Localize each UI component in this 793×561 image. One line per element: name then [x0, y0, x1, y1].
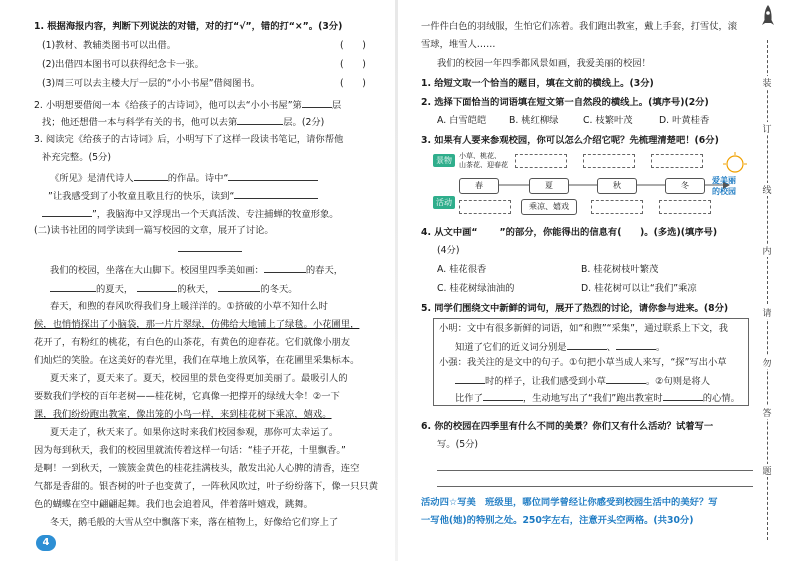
q3-line1: 3. 阅读完《给孩子的古诗词》后，小明写下了这样一段读书笔记，请你帮他: [34, 134, 344, 145]
answer-blank[interactable]: [234, 188, 318, 199]
tag-scenery: 景物: [433, 154, 455, 167]
discussion-text: 。②句则是将人: [645, 376, 710, 387]
answer-paren[interactable]: ( ): [340, 40, 366, 51]
r-q2-option-b[interactable]: B. 桃红柳绿: [509, 115, 559, 126]
margin-char: 答: [758, 406, 776, 419]
q2-text: 2. 小明想要借阅一本《给孩子的古诗词》，他可以去“小小书屋”第: [34, 100, 302, 111]
r-q4-stem: [421, 226, 717, 239]
answer-blank[interactable]: [567, 339, 607, 350]
answer-blank[interactable]: [264, 262, 306, 273]
article-text: 的秋天，: [177, 284, 215, 295]
discussion-line4: [455, 373, 710, 388]
article-p2-line1: 春天，和煦的春风吹得我们身上暖洋洋的。①挤破的小草不知什么时: [50, 301, 328, 312]
article-p4-line2: 因为每到秋天，我们的校园里就流传着这样一句话：“桂子开花，十里飘香。”: [34, 445, 346, 456]
q2-text: 找；他还想借一本与科学有关的书，他可以去第: [42, 117, 238, 128]
q3-line3: [50, 170, 318, 185]
discussion-text: 、: [606, 342, 616, 353]
discussion-text: 的心情。: [702, 393, 740, 404]
q4-text: ”的部分，你能得出的信息有( )。(多选)(填序号): [499, 227, 718, 238]
right-page: [397, 0, 793, 561]
answer-box-autumn-activity[interactable]: [591, 200, 643, 214]
q1-item-2: (2)出借四本图书可以获得纪念卡一张。: [42, 59, 204, 70]
answer-blank[interactable]: [42, 206, 92, 217]
answer-paren[interactable]: ( ): [340, 78, 366, 89]
article-p3-line1: 夏天来了，夏天来了。夏天，校园里的景色变得更加美丽了。最吸引人的: [50, 373, 348, 384]
rocket-icon: [760, 4, 776, 30]
article-continued-line2: 雪球，堆雪人……: [421, 39, 496, 50]
article-p3-line2: 要数我们学校的百年老树——桂花树，它真像一把撑开的绿绒大伞！②一下: [34, 391, 340, 402]
q3-text: ”，我脑海中又浮现出一个天真活泼、专注捕蝉的牧童形象。: [92, 209, 339, 220]
answer-blank[interactable]: [663, 390, 703, 401]
margin-char: 勿: [758, 356, 776, 369]
article-text: 的冬天。: [260, 284, 298, 295]
r-q4-score: (4分): [437, 245, 460, 256]
answer-blank[interactable]: [606, 373, 646, 384]
margin-char: 题: [758, 464, 776, 477]
q2-line2: [42, 114, 324, 129]
answer-blank[interactable]: [455, 373, 485, 384]
r-q2-option-c[interactable]: C. 枝繁叶茂: [583, 115, 633, 126]
q2-text: 层: [331, 100, 342, 111]
activity-summer: 乘凉、嬉戏: [521, 199, 577, 215]
r-q4-option-c[interactable]: C. 桂花树绿油油的: [437, 283, 515, 294]
r-q2-option-a[interactable]: A. 白雪皑皑: [437, 115, 487, 126]
r-q3-stem: 3. 如果有人要来参观校园，你可以怎么介绍它呢？先梳理清楚吧！(6分): [421, 135, 719, 146]
answer-paren[interactable]: ( ): [340, 59, 366, 70]
left-page: [0, 0, 396, 561]
answer-blank[interactable]: [50, 281, 96, 292]
discussion-line1: 小明：文中有很多新鲜的词语，如“和煦”“采集”，通过联系上下文，我: [439, 323, 728, 334]
season-autumn: 秋: [597, 178, 637, 194]
answer-blank[interactable]: [218, 281, 260, 292]
q3-line4: [42, 188, 318, 203]
r-q4-option-d[interactable]: D. 桂花树可以让“我们”乘凉: [581, 283, 697, 294]
q1-stem: 1. 根据海报内容，判断下列说法的对错，对的打“√”，错的打“×”。(3分): [34, 21, 343, 32]
writing-line-2[interactable]: [437, 486, 753, 487]
season-winter: 冬: [665, 178, 705, 194]
season-spring: 春: [459, 178, 499, 194]
article-p4-line4: 气都是香甜的。银杏树的叶子也变黄了，一阵秋风吹过，叶子纷纷落下，像一只只黄: [34, 481, 378, 492]
article-p2-line3: 花开了，有粉红的桃花，有白色的山茶花，有黄色的迎春花。它们就像小朋友: [34, 337, 351, 348]
discussion-line2: [455, 339, 665, 354]
q3-line5: [42, 206, 339, 221]
r-q2-option-d[interactable]: D. 叶黄桂香: [659, 115, 710, 126]
q3-line2: 补充完整。(5分): [42, 152, 111, 163]
q3-text: ”让我感受到了小牧童且歌且行的快乐，读到“: [48, 191, 235, 202]
activity4-line2: 一写他(她)的特别之处。250字左右，注意开头空两格。(共30分): [421, 515, 694, 526]
scenery-text-2: 山茶花、迎春花: [459, 161, 508, 169]
q2-text: 层。(2分): [283, 117, 325, 128]
article-p3-line3: 课，我们纷纷跑出教室，像出笼的小鸟一样，来到桂花树下乘凉，嬉戏。: [34, 409, 332, 420]
article-text: 我们的校园，坐落在大山脚下。校园里四季美如画：: [50, 265, 264, 276]
goal-line-2: 的校园: [712, 187, 736, 196]
answer-box-spring-activity[interactable]: [459, 200, 511, 214]
article-p5-line1: 冬天，鹅毛般的大雪从空中飘落下来，落在植物上，好像给它们穿上了: [50, 517, 339, 528]
answer-blank[interactable]: [137, 281, 177, 292]
r-q4-option-a[interactable]: A. 桂花很香: [437, 264, 487, 275]
r-q5-stem: 5. 同学们围绕文中新鲜的词句，展开了热烈的讨论，请你参与进来。(8分): [421, 303, 729, 314]
answer-blank[interactable]: [228, 170, 318, 181]
answer-box-winter-activity[interactable]: [659, 200, 711, 214]
margin-char: 请: [758, 306, 776, 319]
article-text: 的夏天，: [96, 284, 134, 295]
article-continued-line3: 我们的校园一年四季都风景如画，我爱美丽的校园！: [437, 58, 651, 69]
answer-blank[interactable]: [616, 339, 656, 350]
title-blank[interactable]: [178, 251, 242, 252]
article-p1-line2: [50, 281, 298, 296]
margin-char: 线: [758, 183, 776, 196]
discussion-text: 比作了: [455, 393, 483, 404]
section-2-heading: (二)读书社团的同学读到一篇写校园的文章，展开了讨论。: [34, 225, 274, 236]
margin-char: 内: [758, 244, 776, 257]
tag-activity: 活动: [433, 196, 455, 209]
discussion-text: 知道了它们的近义词分别是: [455, 342, 567, 353]
discussion-line5: [455, 390, 740, 405]
writing-line-1[interactable]: [437, 470, 753, 471]
article-p2-line2: 候，也悄悄探出了小脑袋，那一片片翠绿，仿佛给大地铺上了绿毯。小花圃里，: [34, 319, 360, 330]
discussion-text: 时的样子，让我们感受到小草: [485, 376, 606, 387]
r-q6-line1: 6. 你的校园在四季里有什么不同的美景？你们又有什么活动？试着写一: [421, 421, 714, 432]
q3-text: 的作品。诗中“: [167, 173, 229, 184]
q1-item-1: (1)教材、教辅类图书可以出借。: [42, 40, 177, 51]
r-q1: 1. 给短文取一个恰当的题目，填在文前的横线上。(3分): [421, 78, 654, 89]
margin-char: 订: [758, 122, 776, 135]
q4-text: 4. 从文中画“: [421, 227, 478, 238]
article-p4-line3: 是啊！一到秋天，一簇簇金黄色的桂花挂满枝头，散发出沁人心脾的清香，连空: [34, 463, 360, 474]
article-p2-line4: 们灿烂的笑脸。在这美好的春光里，我们在草地上放风筝，在花圃里采集标本。: [34, 355, 360, 366]
r-q6-line2: 写。(5分): [437, 439, 479, 450]
answer-blank[interactable]: [483, 390, 523, 401]
season-summer: 夏: [529, 178, 569, 194]
q3-text: 《所见》是清代诗人: [50, 173, 134, 184]
answer-blank[interactable]: [237, 114, 283, 125]
margin-char: 装: [758, 76, 776, 89]
r-q4-option-b[interactable]: B. 桂花树枝叶繁茂: [581, 264, 659, 275]
discussion-line3: 小强：我关注的是文中的句子。①句把小草当成人来写，“探”写出小草: [439, 357, 727, 368]
r-q2-stem: 2. 选择下面恰当的词语填在短文第一自然段的横线上。(填序号)(2分): [421, 97, 709, 108]
answer-blank[interactable]: [302, 97, 332, 108]
discussion-text: 。: [655, 342, 666, 353]
discussion-text: ，生动地写出了“我们”跑出教室时: [522, 393, 663, 404]
article-continued-line1: 一件件白色的羽绒服，生怕它们冻着。我们跑出教室，戴上手套，打雪仗，滚: [421, 21, 738, 32]
scenery-text-1: 小草、桃花、: [459, 152, 501, 160]
article-text: 的春天，: [305, 265, 344, 276]
q2-line1: [34, 97, 341, 112]
season-diagram: [433, 150, 753, 218]
goal-line-1: 爱美丽: [712, 176, 736, 185]
activity4-line1: 活动四☆写美 班级里，哪位同学曾经让你感受到校园生活中的美好？写: [421, 497, 718, 508]
answer-blank[interactable]: [134, 170, 168, 181]
article-p4-line5: 色的蝴蝶在空中翩翩起舞。我们也会追着风，伴着落叶嬉戏，跳舞。: [34, 499, 313, 510]
article-p1-line1: [50, 262, 343, 277]
article-p4-line1: 夏天走了，秋天来了。如果你这时来我们校园参观，那你可太幸运了。: [50, 427, 339, 438]
page-number-badge: 4: [36, 535, 56, 551]
q1-item-3: (3)周三可以去主楼大厅一层的“小小书屋”借阅图书。: [42, 78, 261, 89]
